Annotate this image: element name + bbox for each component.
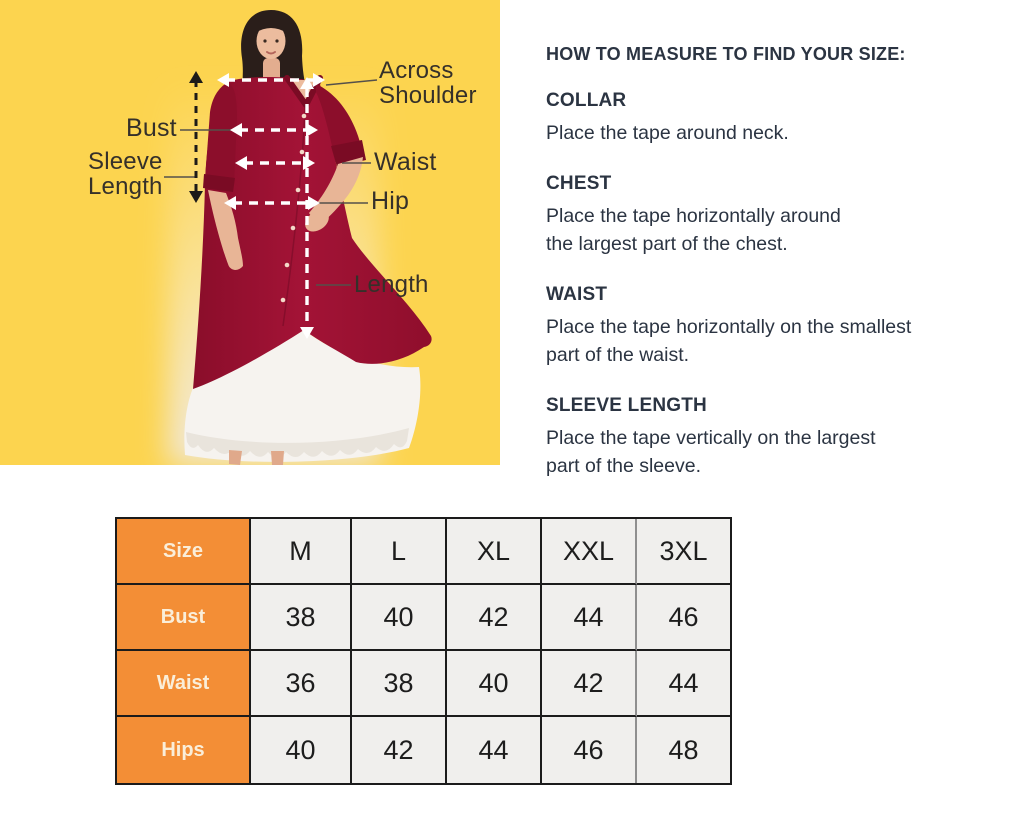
bust-label: Bust [126, 114, 177, 142]
chest-body-line1: Place the tape horizontally around [546, 205, 841, 227]
waist-heading: WAIST [546, 284, 608, 305]
collar-body-line1: Place the tape around neck. [546, 122, 789, 144]
section-title: HOW TO MEASURE TO FIND YOUR SIZE: [546, 44, 906, 64]
sleeve-length-instruction [546, 395, 996, 480]
foot-left [229, 450, 242, 465]
bust-3xl: 46 [637, 585, 730, 651]
chest-heading: CHEST [546, 173, 612, 194]
hips-xl: 44 [447, 717, 542, 783]
hips-3xl: 48 [637, 717, 730, 783]
collar-heading: COLLAR [546, 90, 627, 111]
hip-label: Hip [371, 187, 410, 215]
waist-instruction [546, 284, 996, 369]
waist-body-line1: Place the tape horizontally on the smallest [546, 316, 912, 338]
col-header-l: L [352, 519, 447, 585]
col-header-xl: XL [447, 519, 542, 585]
across-label-line1: Across [379, 57, 454, 84]
how-to-measure-section [546, 44, 996, 506]
sleeve-label-line2: Length [88, 173, 163, 200]
col-header-3xl: 3XL [637, 519, 730, 585]
waist-m: 36 [251, 651, 352, 717]
bust-xl: 42 [447, 585, 542, 651]
across-shoulder-label [379, 58, 477, 108]
waist-row-label: Waist [117, 651, 251, 717]
waist-xl: 40 [447, 651, 542, 717]
size-column-header: Size [117, 519, 251, 585]
eye-left [263, 39, 266, 42]
size-chart-table [115, 517, 732, 785]
waist-3xl: 44 [637, 651, 730, 717]
across-label-line2: Shoulder [379, 82, 477, 109]
waist-xxl: 42 [542, 651, 637, 717]
length-label: Length [354, 271, 429, 298]
waist-body-line2: part of the waist. [546, 344, 690, 366]
bust-xxl: 44 [542, 585, 637, 651]
col-header-m: M [251, 519, 352, 585]
sleeve-body-line2: part of the sleeve. [546, 455, 702, 477]
sleeve-length-label [88, 149, 163, 199]
hips-m: 40 [251, 717, 352, 783]
sleeve-body-line1: Place the tape vertically on the largest [546, 427, 876, 449]
bust-m: 38 [251, 585, 352, 651]
sleeve-length-heading: SLEEVE LENGTH [546, 395, 707, 416]
hips-xxl: 46 [542, 717, 637, 783]
bust-row-label: Bust [117, 585, 251, 651]
size-diagram-panel [0, 0, 500, 465]
bust-l: 40 [352, 585, 447, 651]
hips-l: 42 [352, 717, 447, 783]
chest-instruction [546, 173, 996, 258]
chest-body-line2: the largest part of the chest. [546, 233, 788, 255]
col-header-xxl: XXL [542, 519, 637, 585]
sleeve-label-line1: Sleeve [88, 148, 163, 175]
foot-right [271, 451, 284, 465]
collar-instruction [546, 90, 996, 147]
waist-label: Waist [374, 148, 437, 176]
eye-right [275, 39, 278, 42]
hips-row-label: Hips [117, 717, 251, 783]
waist-l: 38 [352, 651, 447, 717]
